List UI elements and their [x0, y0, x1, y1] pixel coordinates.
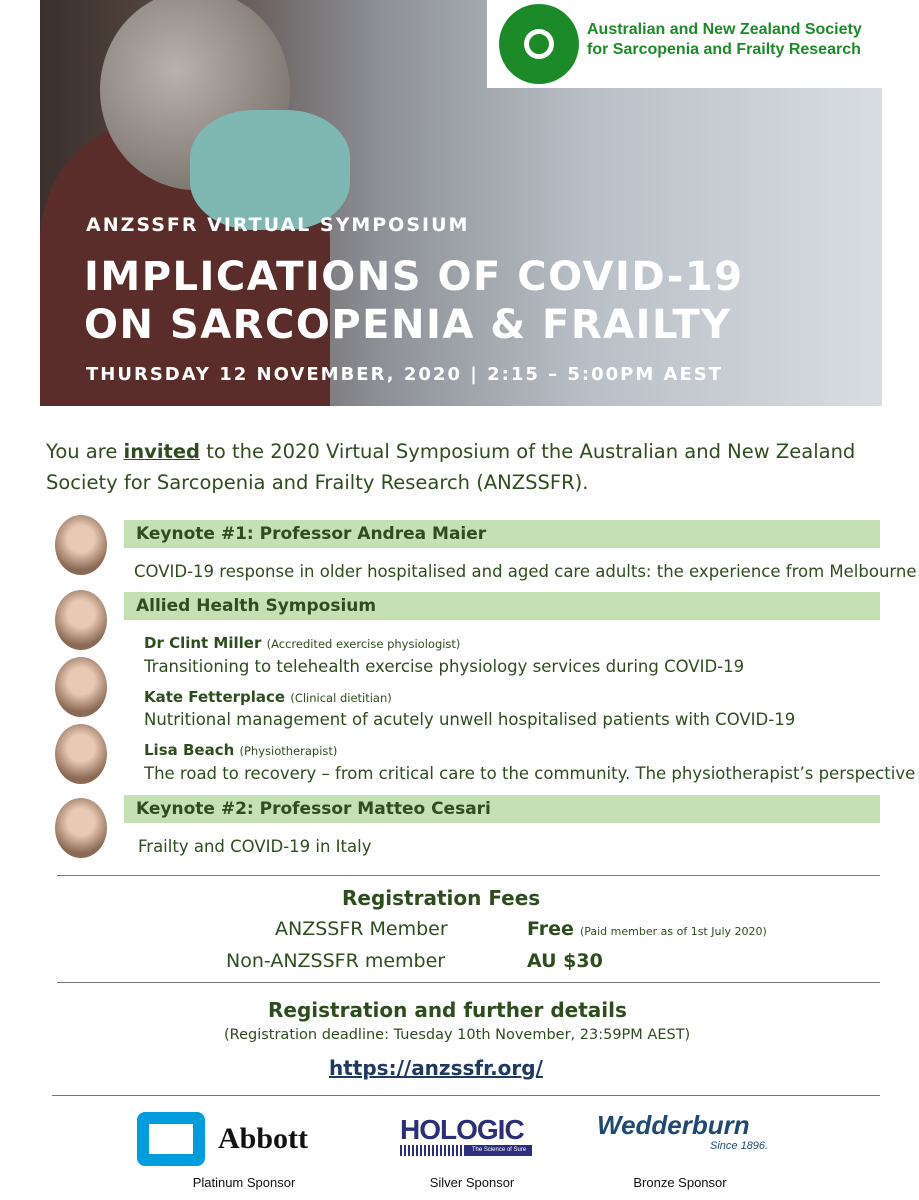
fee-label: ANZSSFR Member: [275, 918, 448, 940]
photo-face-mask: [190, 110, 350, 230]
speaker-name: Kate Fetterplace (Clinical dietitian): [144, 688, 392, 706]
speaker-talk: Nutritional management of acutely unwell hospitalised patients with COVID-19: [144, 710, 796, 729]
wedderburn-logo: Wedderburn: [597, 1110, 750, 1140]
sponsor-label: Platinum Sponsor: [192, 1175, 296, 1190]
logo-line2: for Sarcopenia and Frailty Research: [587, 41, 861, 58]
speaker-name: Dr Clint Miller (Accredited exercise physiologist): [144, 634, 461, 652]
speaker-talk: The road to recovery – from critical care to the community. The physiotherapist’s perspective: [144, 764, 916, 783]
avatar-matteo-cesari: [55, 798, 107, 858]
fee-value: Free (Paid member as of 1st July 2020): [527, 918, 767, 940]
allied-heading: Allied Health Symposium: [124, 592, 880, 620]
keynote2-talk: Frailty and COVID-19 in Italy: [138, 837, 372, 856]
sponsor-label: Silver Sponsor: [429, 1175, 515, 1190]
hologic-logo: HOLOGIC: [400, 1114, 524, 1145]
avatar-andrea-maier: [55, 515, 107, 575]
fee-label: Non-ANZSSFR member: [226, 950, 446, 972]
speaker-talk: Transitioning to telehealth exercise physiology services during COVID-19: [144, 657, 745, 676]
event-date: THURSDAY 12 NOVEMBER, 2020 | 2:15 – 5:00PM AEST: [86, 364, 724, 385]
hologic-stripes: [400, 1145, 466, 1156]
avatar-clint-miller: [55, 590, 107, 650]
keynote1-talk: COVID-19 response in older hospitalised and aged care adults: the experience from Melbourne: [134, 562, 917, 581]
society-logo: [487, 0, 882, 88]
abbott-logo-icon: [137, 1112, 205, 1166]
fee-value: AU $30: [527, 950, 603, 972]
hologic-tagline: The Science of Sure: [466, 1145, 532, 1156]
sponsor-label: Bronze Sponsor: [633, 1175, 727, 1190]
event-title-line1: IMPLICATIONS OF COVID-19: [84, 254, 744, 300]
event-subtitle: ANZSSFR VIRTUAL SYMPOSIUM: [86, 214, 470, 236]
abbott-logo: Abbott: [218, 1122, 309, 1155]
event-title-line2: ON SARCOPENIA & FRAILTY: [84, 302, 732, 348]
registration-link[interactable]: https://anzssfr.org/: [329, 1056, 543, 1080]
fees-heading: Registration Fees: [342, 886, 541, 910]
avatar-lisa-beach: [55, 724, 107, 784]
avatar-kate-fetterplace: [55, 657, 107, 717]
intro-text: You are invited to the 2020 Virtual Symposium of the Australian and New Zealand Society for Sarcopenia and Frailty Research (ANZSSFR).: [46, 440, 856, 494]
society-seal-icon: [499, 4, 579, 84]
wedderburn-tagline: Since 1896.: [710, 1140, 769, 1152]
keynote2-heading: Keynote #2: Professor Matteo Cesari: [124, 795, 880, 823]
divider: [57, 875, 880, 876]
keynote1-heading: Keynote #1: Professor Andrea Maier: [124, 520, 880, 548]
registration-heading: Registration and further details: [268, 998, 627, 1022]
registration-deadline: (Registration deadline: Tuesday 10th November, 23:59PM AEST): [224, 1027, 691, 1043]
divider: [57, 982, 880, 983]
divider: [52, 1095, 880, 1096]
speaker-name: Lisa Beach (Physiotherapist): [144, 741, 338, 759]
logo-line1: Australian and New Zealand Society: [587, 21, 862, 38]
